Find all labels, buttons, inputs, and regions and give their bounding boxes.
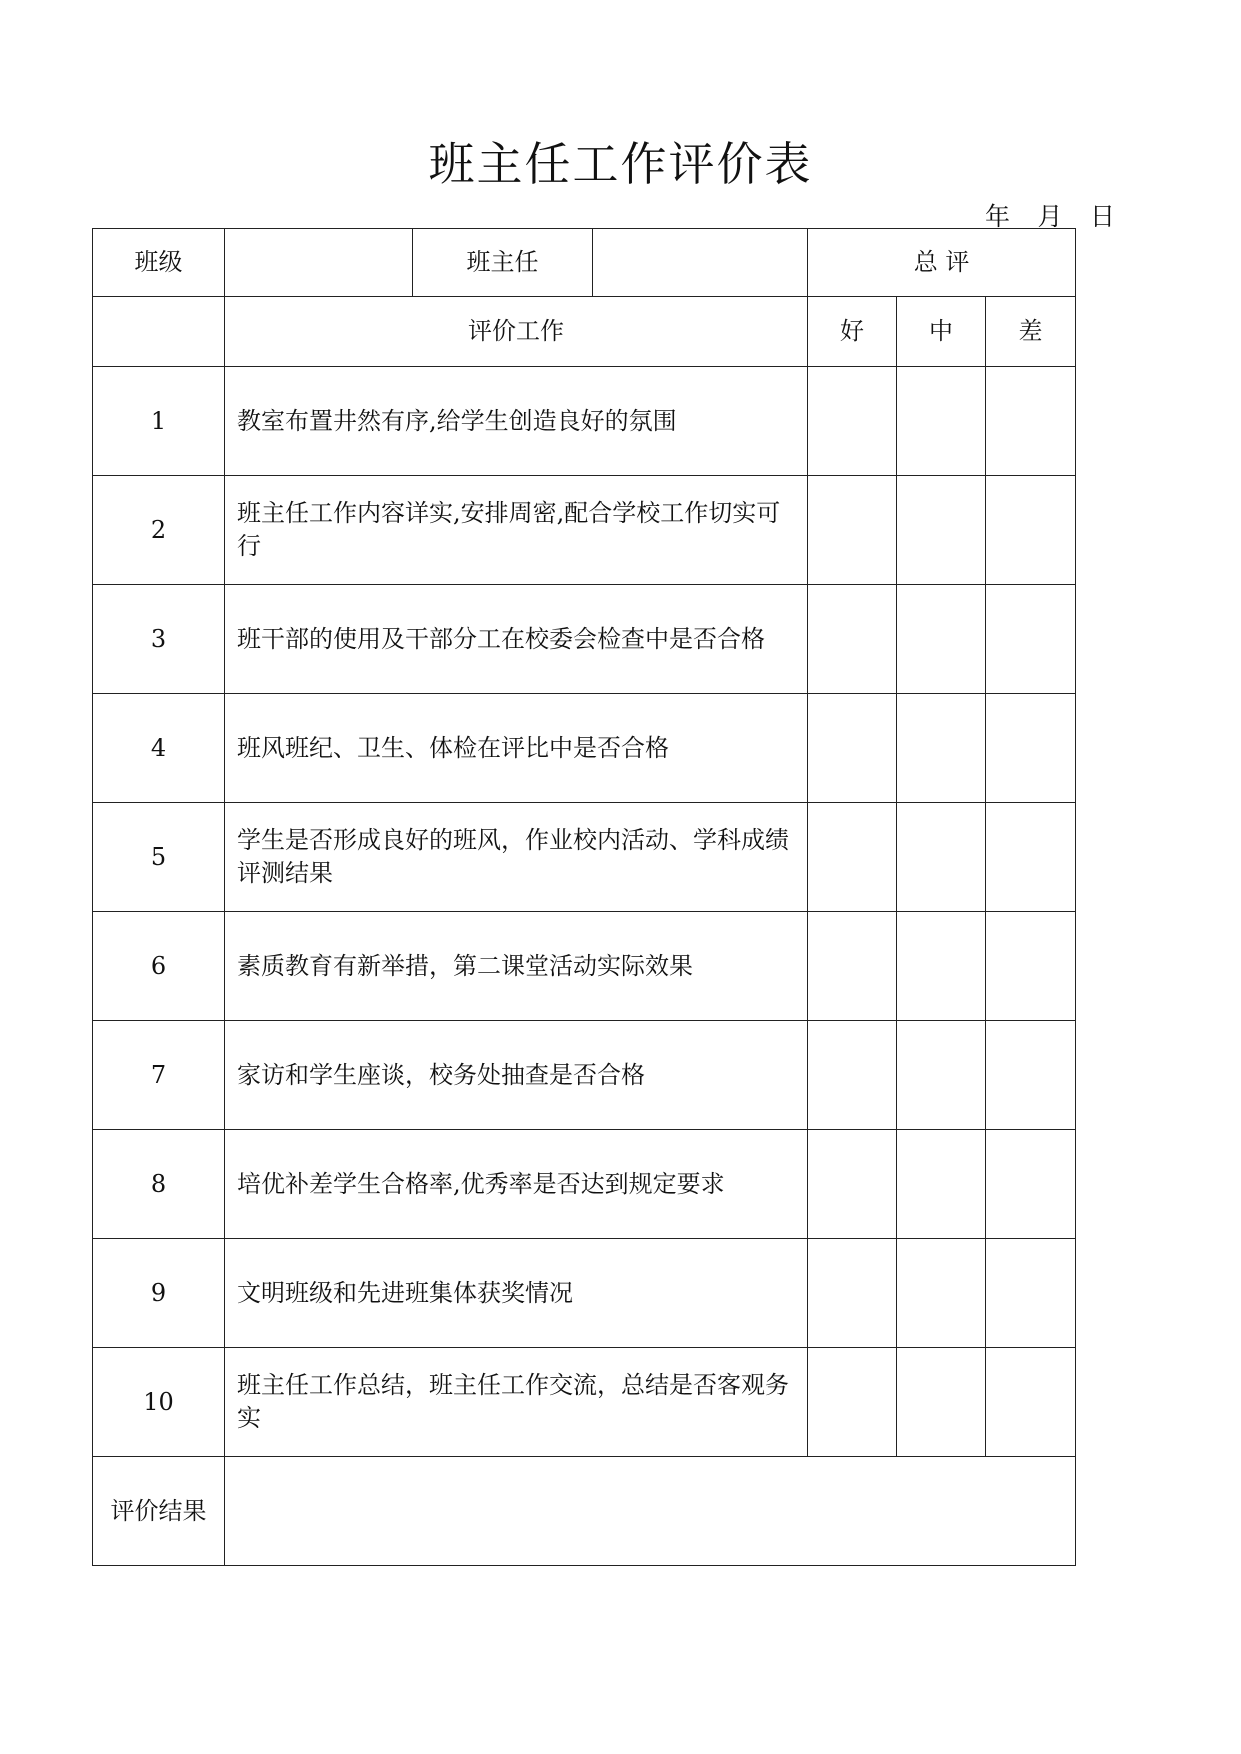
item-number: 5	[93, 803, 225, 912]
date-day-label: 日	[1089, 202, 1115, 231]
table-row	[93, 476, 1076, 585]
date-month-label: 月	[1037, 202, 1063, 231]
teacher-value-field[interactable]	[593, 229, 808, 297]
rating-good-cell[interactable]	[808, 367, 897, 476]
table-row	[93, 803, 1076, 912]
item-number: 9	[93, 1239, 225, 1348]
item-description: 家访和学生座谈，校务处抽查是否合格	[225, 1021, 808, 1130]
page-title: 班主任工作评价表	[428, 137, 813, 191]
rating-good-cell[interactable]	[808, 803, 897, 912]
rating-medium-cell[interactable]	[897, 476, 986, 585]
rating-poor-cell[interactable]	[986, 1130, 1076, 1239]
rating-good-label: 好	[808, 297, 897, 367]
item-number: 6	[93, 912, 225, 1021]
rating-medium-cell[interactable]	[897, 585, 986, 694]
item-description: 文明班级和先进班集体获奖情况	[225, 1239, 808, 1348]
item-number: 7	[93, 1021, 225, 1130]
evaluation-table	[92, 228, 1076, 1566]
rating-good-cell[interactable]	[808, 476, 897, 585]
rating-poor-cell[interactable]	[986, 1239, 1076, 1348]
item-description: 素质教育有新举措，第二课堂活动实际效果	[225, 912, 808, 1021]
item-description: 班干部的使用及干部分工在校委会检查中是否合格	[225, 585, 808, 694]
rating-poor-cell[interactable]	[986, 912, 1076, 1021]
table-row	[93, 1348, 1076, 1457]
rating-good-cell[interactable]	[808, 1021, 897, 1130]
date-year-label: 年	[985, 202, 1011, 231]
item-description: 班主任工作总结，班主任工作交流，总结是否客观务实	[225, 1348, 808, 1457]
item-number: 2	[93, 476, 225, 585]
rating-poor-cell[interactable]	[986, 694, 1076, 803]
header-row-2	[93, 297, 1076, 367]
result-row	[93, 1457, 1076, 1566]
rating-good-cell[interactable]	[808, 1348, 897, 1457]
rating-good-cell[interactable]	[808, 585, 897, 694]
rating-good-cell[interactable]	[808, 694, 897, 803]
rating-good-cell[interactable]	[808, 1239, 897, 1348]
result-value-field[interactable]	[225, 1457, 1076, 1566]
table-row	[93, 367, 1076, 476]
table-row	[93, 912, 1076, 1021]
rating-poor-cell[interactable]	[986, 585, 1076, 694]
result-label: 评价结果	[93, 1457, 225, 1566]
class-value-field[interactable]	[225, 229, 413, 297]
overall-rating-label: 总 评	[808, 229, 1076, 297]
item-number: 3	[93, 585, 225, 694]
item-description: 教室布置井然有序,给学生创造良好的氛围	[225, 367, 808, 476]
rating-good-cell[interactable]	[808, 1130, 897, 1239]
item-description: 班风班纪、卫生、体检在评比中是否合格	[225, 694, 808, 803]
rating-good-cell[interactable]	[808, 912, 897, 1021]
rating-poor-cell[interactable]	[986, 1021, 1076, 1130]
item-description: 培优补差学生合格率,优秀率是否达到规定要求	[225, 1130, 808, 1239]
item-number: 8	[93, 1130, 225, 1239]
item-number: 10	[93, 1348, 225, 1457]
header-row-1	[93, 229, 1076, 297]
rating-medium-cell[interactable]	[897, 1021, 986, 1130]
rating-medium-cell[interactable]	[897, 803, 986, 912]
rating-medium-label: 中	[897, 297, 986, 367]
work-label: 评价工作	[225, 297, 808, 367]
rating-poor-cell[interactable]	[986, 1348, 1076, 1457]
rating-medium-cell[interactable]	[897, 1239, 986, 1348]
rating-medium-cell[interactable]	[897, 694, 986, 803]
table-row	[93, 1021, 1076, 1130]
item-number: 1	[93, 367, 225, 476]
rating-poor-label: 差	[986, 297, 1076, 367]
rating-medium-cell[interactable]	[897, 367, 986, 476]
table-row	[93, 585, 1076, 694]
number-header-cell	[93, 297, 225, 367]
rating-medium-cell[interactable]	[897, 912, 986, 1021]
rating-medium-cell[interactable]	[897, 1348, 986, 1457]
table-row	[93, 1239, 1076, 1348]
rating-poor-cell[interactable]	[986, 367, 1076, 476]
teacher-label: 班主任	[413, 229, 593, 297]
table-row	[93, 694, 1076, 803]
rating-poor-cell[interactable]	[986, 803, 1076, 912]
table-row	[93, 1130, 1076, 1239]
item-number: 4	[93, 694, 225, 803]
rating-medium-cell[interactable]	[897, 1130, 986, 1239]
item-description: 班主任工作内容详实,安排周密,配合学校工作切实可行	[225, 476, 808, 585]
rating-poor-cell[interactable]	[986, 476, 1076, 585]
class-label: 班级	[93, 229, 225, 297]
item-description: 学生是否形成良好的班风，作业校内活动、学科成绩评测结果	[225, 803, 808, 912]
